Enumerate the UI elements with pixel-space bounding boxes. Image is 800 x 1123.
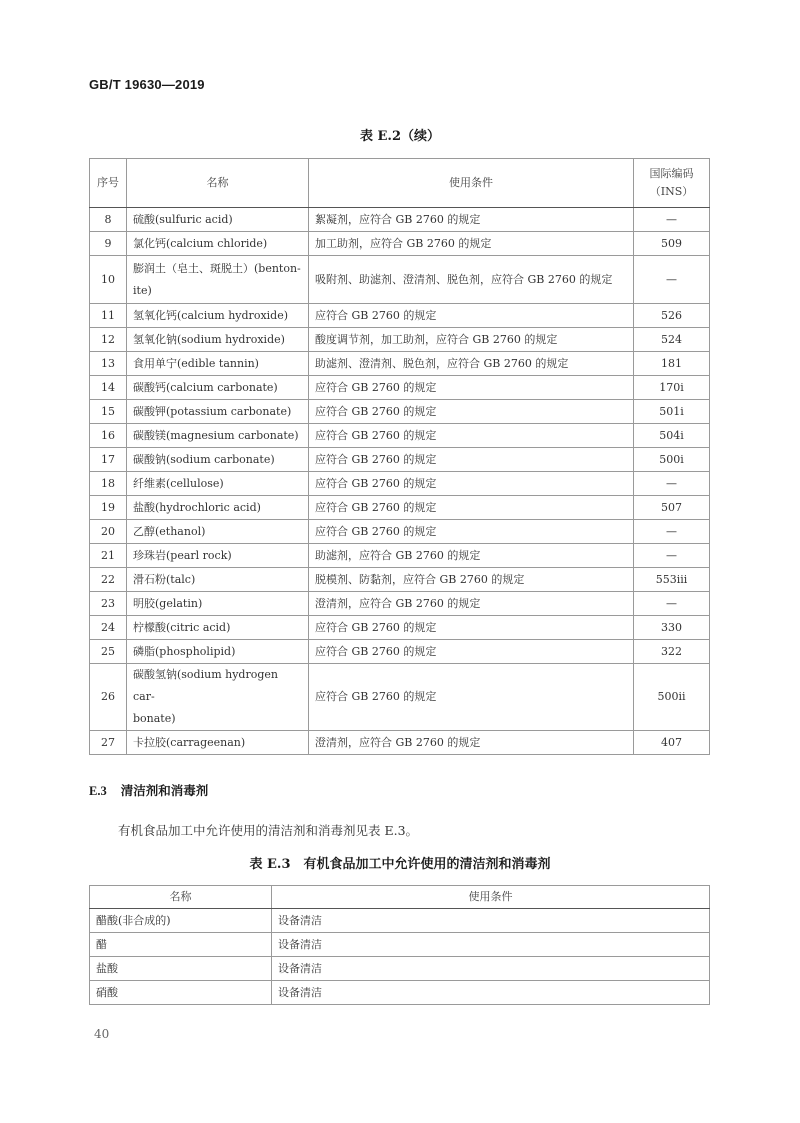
column-header-conditions: 使用条件 [309, 159, 634, 208]
table-row [90, 232, 710, 256]
row-conditions: 澄清剂，应符合 GB 2760 的规定 [309, 592, 634, 616]
table-e3-header-row [90, 886, 710, 909]
row-name-line1: 膨润土（皂土、斑脱土）(benton- [133, 261, 301, 275]
row-name: 明胶(gelatin) [127, 592, 309, 616]
row-name: 碳酸钠(sodium carbonate) [127, 448, 309, 472]
row-ins-code: — [634, 520, 710, 544]
row-conditions: 加工助剂，应符合 GB 2760 的规定 [309, 232, 634, 256]
row-ins-code: 524 [634, 328, 710, 352]
row-name-line1: 碳酸氢钠(sodium hydrogen car- [133, 668, 278, 703]
row-conditions: 絮凝剂，应符合 GB 2760 的规定 [309, 208, 634, 232]
row-name: 硝酸 [90, 981, 272, 1005]
table-row [90, 568, 710, 592]
row-conditions: 设备清洁 [272, 957, 710, 981]
row-name: 氢氧化钙(calcium hydroxide) [127, 304, 309, 328]
table-e2 [89, 158, 710, 755]
row-name: 磷脂(phospholipid) [127, 640, 309, 664]
row-conditions: 应符合 GB 2760 的规定 [309, 664, 634, 731]
table-row [90, 957, 710, 981]
row-name: 乙醇(ethanol) [127, 520, 309, 544]
row-ins-code: 170i [634, 376, 710, 400]
table-row [90, 640, 710, 664]
row-index: 10 [90, 256, 127, 304]
table-e3 [89, 885, 710, 1005]
row-conditions: 设备清洁 [272, 981, 710, 1005]
row-conditions: 助滤剂，应符合 GB 2760 的规定 [309, 544, 634, 568]
page-number: 40 [94, 1027, 110, 1041]
row-index: 21 [90, 544, 127, 568]
table-row [90, 496, 710, 520]
column-header-conditions: 使用条件 [272, 886, 710, 909]
row-name-line2: bonate) [133, 712, 176, 725]
row-name: 盐酸 [90, 957, 272, 981]
row-conditions: 应符合 GB 2760 的规定 [309, 304, 634, 328]
table-row [90, 933, 710, 957]
row-conditions: 设备清洁 [272, 933, 710, 957]
standard-code: GB/T 19630—2019 [89, 77, 205, 92]
row-ins-code: 500i [634, 448, 710, 472]
row-index: 25 [90, 640, 127, 664]
row-name: 柠檬酸(citric acid) [127, 616, 309, 640]
row-index: 15 [90, 400, 127, 424]
row-ins-code: — [634, 208, 710, 232]
table-row [90, 664, 710, 731]
row-index: 12 [90, 328, 127, 352]
table-row [90, 981, 710, 1005]
row-conditions: 酸度调节剂，加工助剂，应符合 GB 2760 的规定 [309, 328, 634, 352]
row-ins-code: — [634, 544, 710, 568]
table-row [90, 256, 710, 304]
row-ins-code: 509 [634, 232, 710, 256]
row-name: 滑石粉(talc) [127, 568, 309, 592]
table-row [90, 304, 710, 328]
table-row [90, 352, 710, 376]
row-name: 盐酸(hydrochloric acid) [127, 496, 309, 520]
section-paragraph: 有机食品加工中允许使用的清洁剂和消毒剂见表 E.3。 [118, 823, 419, 838]
row-ins-code: 526 [634, 304, 710, 328]
row-conditions: 应符合 GB 2760 的规定 [309, 640, 634, 664]
row-ins-code: — [634, 592, 710, 616]
table-row [90, 208, 710, 232]
row-ins-code: 504i [634, 424, 710, 448]
row-ins-code: 330 [634, 616, 710, 640]
column-header-name: 名称 [127, 159, 309, 208]
row-ins-code: 181 [634, 352, 710, 376]
row-index: 22 [90, 568, 127, 592]
row-index: 14 [90, 376, 127, 400]
table-row [90, 376, 710, 400]
row-index: 8 [90, 208, 127, 232]
column-header-ins [634, 159, 710, 208]
column-header-ins-line1: 国际编码 [649, 167, 694, 180]
row-name-line2: ite) [133, 283, 152, 297]
row-name: 碳酸钾(potassium carbonate) [127, 400, 309, 424]
table-row [90, 592, 710, 616]
row-index: 26 [90, 664, 127, 731]
row-name: 硫酸(sulfuric acid) [127, 208, 309, 232]
row-index: 24 [90, 616, 127, 640]
row-index: 20 [90, 520, 127, 544]
table-e2-caption: 表 E.2（续） [359, 129, 440, 144]
row-name: 食用单宁(edible tannin) [127, 352, 309, 376]
row-conditions: 应符合 GB 2760 的规定 [309, 376, 634, 400]
row-index: 19 [90, 496, 127, 520]
row-ins-code: 322 [634, 640, 710, 664]
section-heading-e3 [89, 781, 208, 799]
row-conditions: 设备清洁 [272, 909, 710, 933]
row-name [127, 664, 309, 731]
section-number: E.3 [89, 784, 107, 798]
row-ins-code: 553iii [634, 568, 710, 592]
table-row [90, 909, 710, 933]
row-index: 9 [90, 232, 127, 256]
row-conditions: 应符合 GB 2760 的规定 [309, 400, 634, 424]
table-e2-header-row [90, 159, 710, 208]
row-ins-code: 407 [634, 731, 710, 755]
row-ins-code: — [634, 256, 710, 304]
table-row [90, 544, 710, 568]
row-name: 醋 [90, 933, 272, 957]
table-row [90, 328, 710, 352]
row-conditions: 应符合 GB 2760 的规定 [309, 496, 634, 520]
row-ins-code: 501i [634, 400, 710, 424]
row-name: 碳酸镁(magnesium carbonate) [127, 424, 309, 448]
row-conditions: 应符合 GB 2760 的规定 [309, 424, 634, 448]
row-name: 醋酸(非合成的) [90, 909, 272, 933]
row-conditions: 吸附剂、助滤剂、澄清剂、脱色剂，应符合 GB 2760 的规定 [309, 256, 634, 304]
table-e3-caption: 表 E.3 有机食品加工中允许使用的清洁剂和消毒剂 [249, 857, 551, 872]
row-name: 纤维素(cellulose) [127, 472, 309, 496]
row-ins-code: 507 [634, 496, 710, 520]
row-index: 27 [90, 731, 127, 755]
row-conditions: 应符合 GB 2760 的规定 [309, 616, 634, 640]
row-conditions: 应符合 GB 2760 的规定 [309, 520, 634, 544]
row-conditions: 应符合 GB 2760 的规定 [309, 448, 634, 472]
row-name: 珍珠岩(pearl rock) [127, 544, 309, 568]
table-row [90, 520, 710, 544]
row-index: 17 [90, 448, 127, 472]
row-ins-code: 500ii [634, 664, 710, 731]
row-index: 18 [90, 472, 127, 496]
row-name: 氢氧化钠(sodium hydroxide) [127, 328, 309, 352]
table-row [90, 424, 710, 448]
table-row [90, 472, 710, 496]
row-index: 13 [90, 352, 127, 376]
table-row [90, 448, 710, 472]
column-header-index: 序号 [90, 159, 127, 208]
table-row [90, 400, 710, 424]
table-row [90, 616, 710, 640]
row-conditions: 助滤剂、澄清剂、脱色剂，应符合 GB 2760 的规定 [309, 352, 634, 376]
row-conditions: 澄清剂，应符合 GB 2760 的规定 [309, 731, 634, 755]
row-index: 16 [90, 424, 127, 448]
row-conditions: 脱模剂、防黏剂，应符合 GB 2760 的规定 [309, 568, 634, 592]
row-conditions: 应符合 GB 2760 的规定 [309, 472, 634, 496]
row-name: 氯化钙(calcium chloride) [127, 232, 309, 256]
table-row [90, 731, 710, 755]
row-ins-code: — [634, 472, 710, 496]
section-title: 清洁剂和消毒剂 [120, 784, 209, 798]
row-index: 23 [90, 592, 127, 616]
column-header-ins-line2: （INS） [649, 185, 694, 198]
column-header-name: 名称 [90, 886, 272, 909]
row-name: 碳酸钙(calcium carbonate) [127, 376, 309, 400]
row-name: 卡拉胶(carrageenan) [127, 731, 309, 755]
row-index: 11 [90, 304, 127, 328]
row-name [127, 256, 309, 304]
